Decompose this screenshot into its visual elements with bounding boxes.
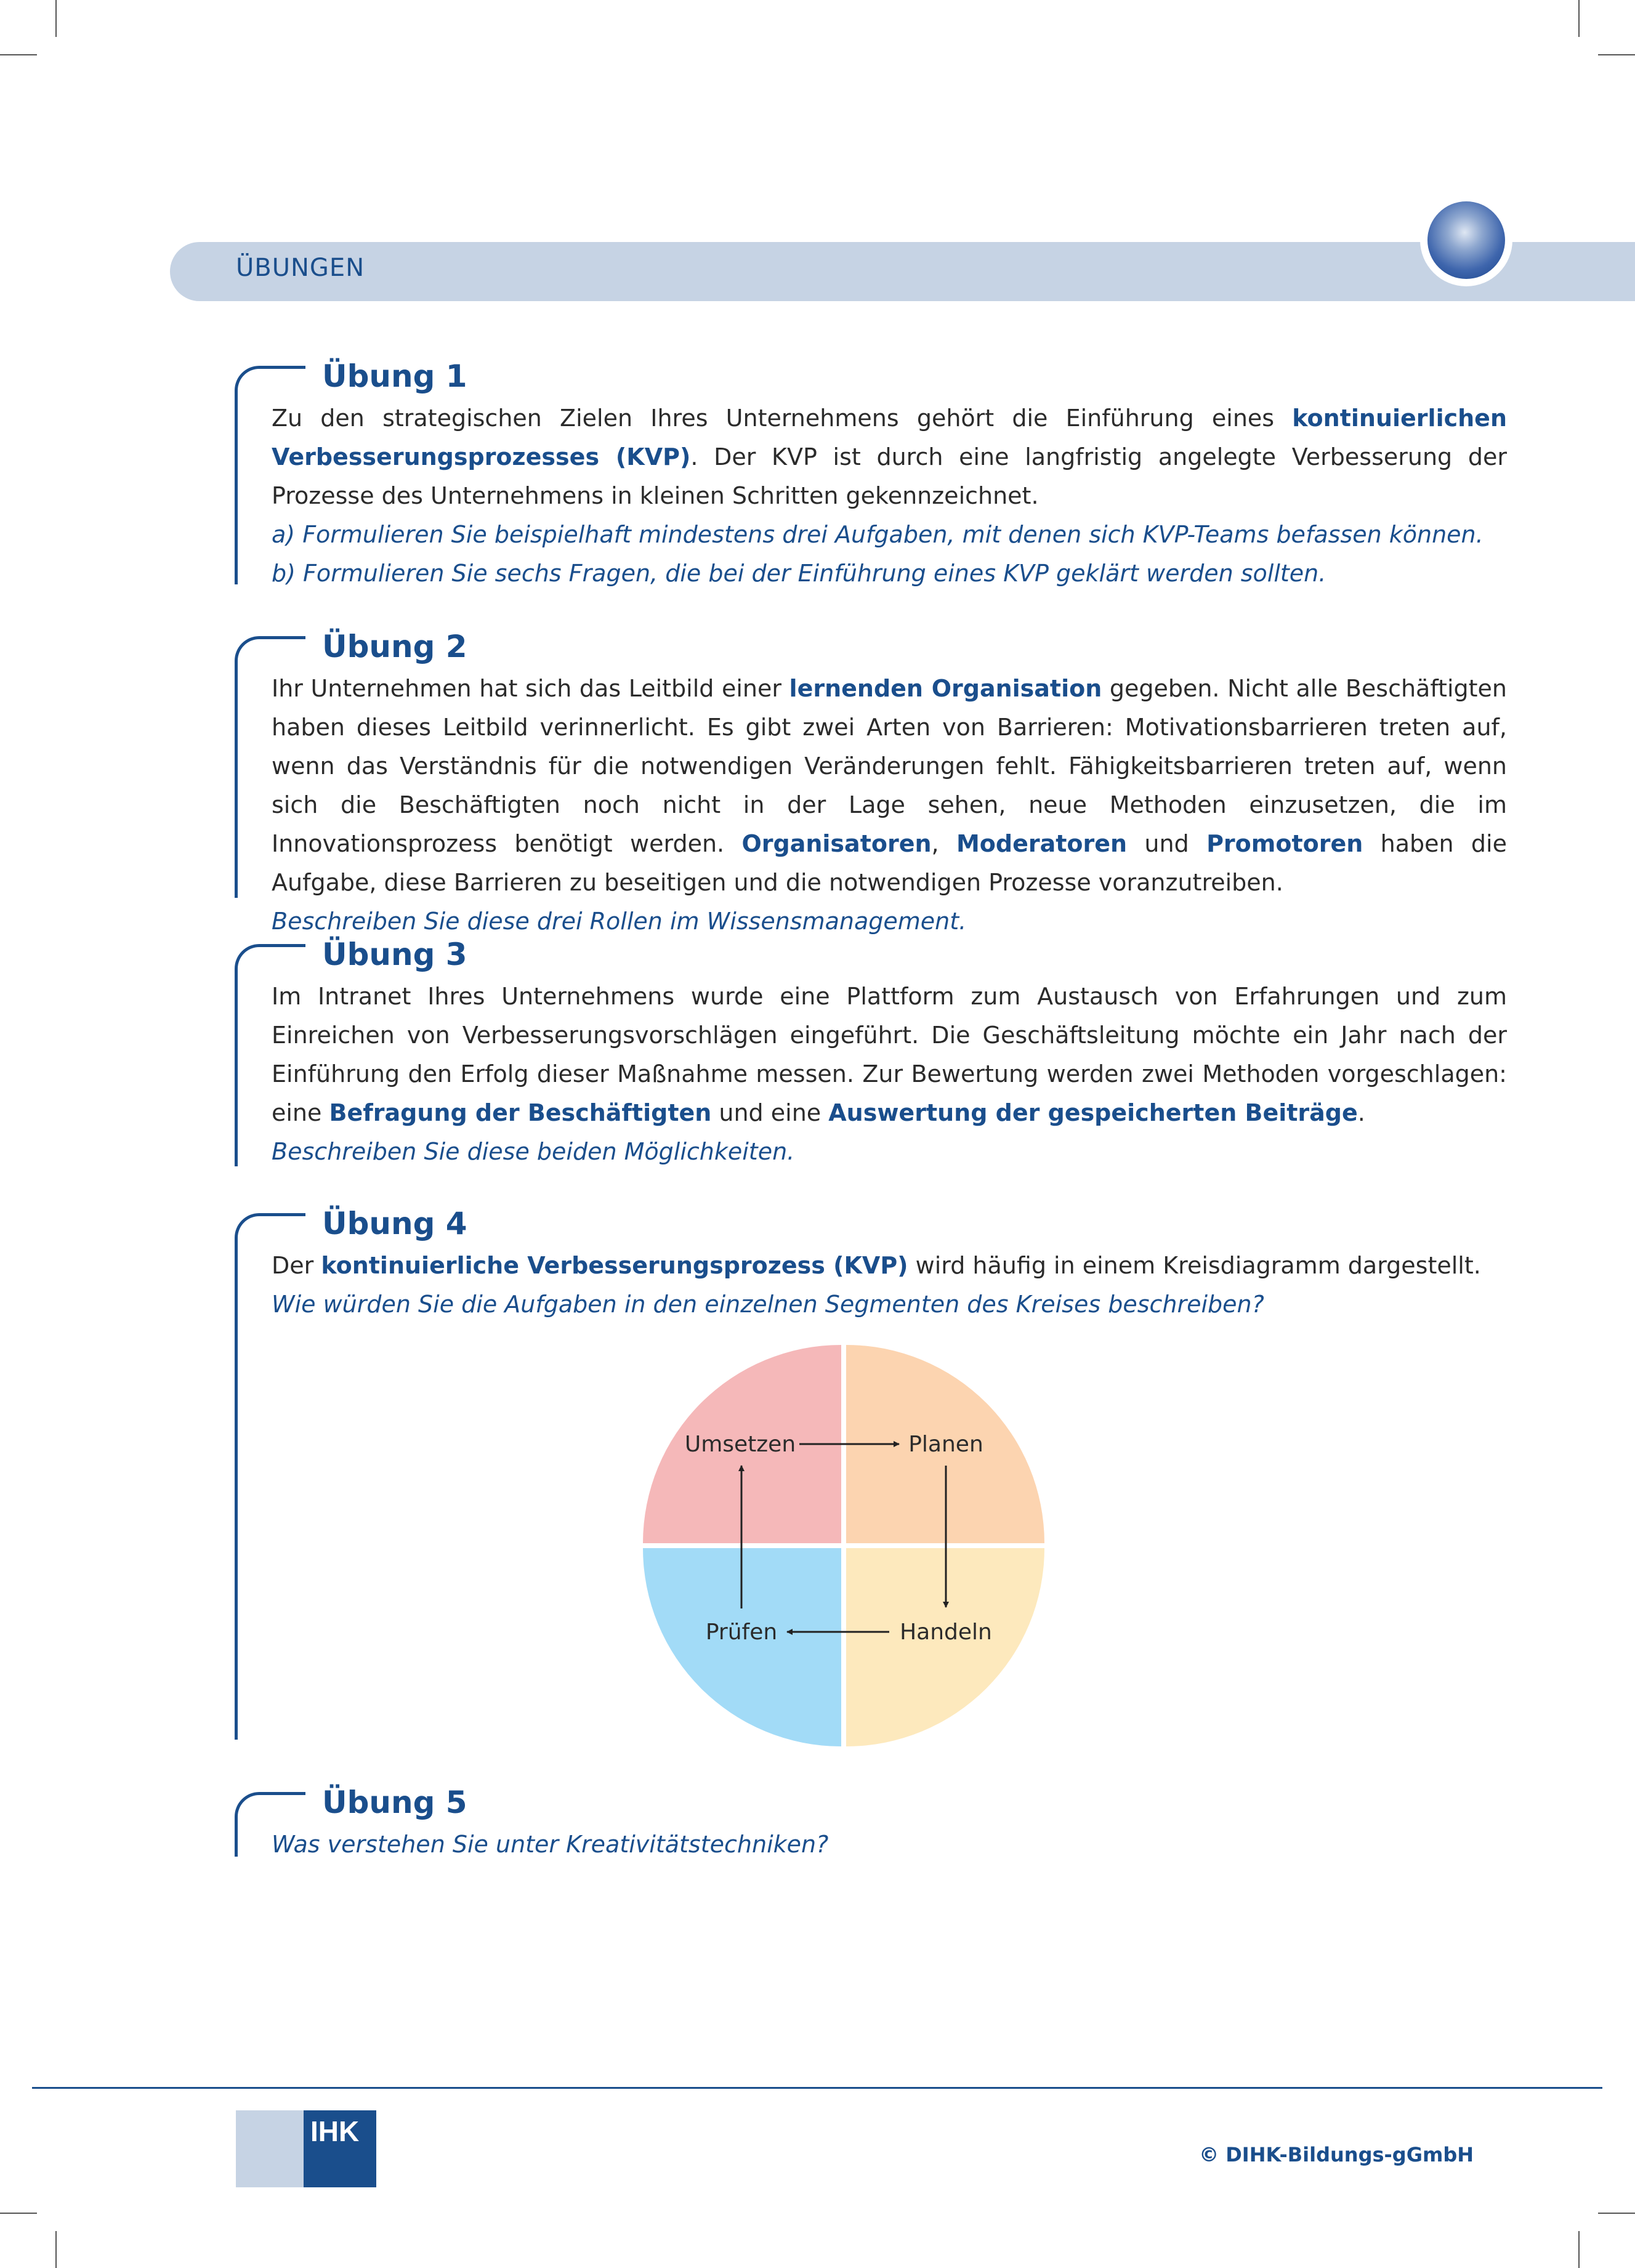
exercise-body (272, 1825, 1507, 1864)
exercise-text (272, 1246, 1507, 1285)
text-run: und (1127, 830, 1207, 857)
section-header-bar (170, 242, 1635, 301)
crop-mark (55, 2231, 57, 2268)
crop-mark (0, 54, 37, 55)
text-run: Der (272, 1252, 321, 1279)
exercise-task: Wie würden Sie die Aufgaben in den einzelnen Segmenten des Kreises beschreiben? (272, 1291, 1264, 1318)
exercise-text (272, 977, 1507, 1132)
exercise-title: Übung 4 (322, 1206, 467, 1241)
highlight-term: Organisatoren (741, 830, 932, 857)
crop-mark (0, 2213, 37, 2214)
highlight-term: Moderatoren (956, 830, 1128, 857)
crop-mark (1598, 54, 1635, 55)
exercise-title: Übung 2 (322, 629, 467, 664)
ihk-logo-text: IHK (310, 2115, 360, 2147)
label-handeln: Handeln (900, 1620, 992, 1645)
exercise-task: Beschreiben Sie diese drei Rollen im Wissensmanagement. (272, 908, 967, 935)
text-run: . Der KVP ist durch eine langfristig angelegte Verbesserung der Prozesse des Unternehmens in kleinen Schritten gekennzeichnet. (272, 443, 1507, 509)
text-run: Zu den strategischen Zielen Ihres Unternehmens gehört die Einführung eines (272, 405, 1293, 432)
highlight-term: Befragung der Beschäftigten (329, 1099, 712, 1126)
exercise-title: Übung 1 (322, 358, 467, 394)
exercise-task: Was verstehen Sie unter Kreativitätstechniken? (272, 1831, 829, 1858)
exercise-title: Übung 3 (322, 937, 467, 972)
crop-mark (55, 0, 57, 37)
highlight-term: kontinuierlichen Verbesserungsprozesses (KVP) (272, 405, 1507, 470)
exercise-task: Beschreiben Sie diese beiden Möglichkeiten. (272, 1138, 795, 1165)
text-run: . (1357, 1099, 1365, 1126)
section-title: ÜBUNGEN (236, 254, 365, 282)
footer-divider (32, 2087, 1602, 2089)
header-orb-icon (1427, 201, 1505, 279)
copyright-notice: © DIHK-Bildungs-gGmbH (1199, 2143, 1474, 2166)
exercise-2 (0, 629, 1635, 935)
exercise-text (272, 669, 1507, 902)
label-planen: Planen (908, 1432, 983, 1457)
exercise-text (272, 399, 1507, 515)
text-run: und eine (711, 1099, 829, 1126)
highlight-term: Auswertung der gespeicherten Beiträge (828, 1099, 1358, 1126)
text-run: Im Intranet Ihres Unternehmens wurde eine Plattform zum Austausch von Erfahrungen und zum Einreichen von Verbesserungsvorschlägen eingeführt. Die Geschäftsleitung möchte ein Jahr nach der Einführung den Erfolg dieser Maßnahme messen. Zur Bewertung werden zwei Methoden vorgeschlagen: eine (272, 983, 1507, 1126)
exercise-body (272, 977, 1507, 1171)
label-umsetzen: Umsetzen (684, 1432, 796, 1457)
crop-mark (1598, 2213, 1635, 2214)
text-run: , (931, 830, 956, 857)
highlight-term: Promotoren (1206, 830, 1363, 857)
text-run: haben die Aufgabe, diese Barrieren zu beseitigen und die notwendigen Prozesse voranzutreiben. (272, 830, 1507, 896)
crop-mark (1578, 2231, 1580, 2268)
text-run: Ihr Unternehmen hat sich das Leitbild einer (272, 675, 789, 702)
exercise-3 (0, 939, 1635, 1167)
highlight-term: lernenden Organisation (789, 675, 1102, 702)
exercise-1 (0, 358, 1635, 589)
crop-mark (1578, 0, 1580, 37)
exercise-task-a: a) Formulieren Sie beispielhaft mindestens drei Aufgaben, mit denen sich KVP-Teams befassen können. (272, 521, 1484, 548)
exercise-body (272, 1246, 1507, 1324)
text-run: wird häufig in einem Kreisdiagramm dargestellt. (908, 1252, 1481, 1279)
kvp-cycle-diagram (640, 1342, 1047, 1749)
exercise-task-b: b) Formulieren Sie sechs Fragen, die bei der Einführung eines KVP geklärt werden sollten. (272, 560, 1326, 587)
highlight-term: kontinuierliche Verbesserungsprozess (KVP) (321, 1252, 908, 1279)
exercise-body (272, 399, 1507, 593)
ihk-logo-panel (236, 2110, 304, 2187)
exercise-body (272, 669, 1507, 941)
text-run: gegeben. Nicht alle Beschäftigten haben dieses Leitbild verinnerlicht. Es gibt zwei Arten von Barrieren: Motivationsbarrieren treten auf, wenn das Verständnis für die notwendigen Veränderungen fehlt. Fähigkeitsbarrieren treten auf, wenn sich die Beschäftigten noch nicht in der Lage sehen, neue Methoden einzusetzen, die im Innovationsprozess benötigt werden. (272, 675, 1507, 857)
label-pruefen: Prüfen (705, 1620, 778, 1645)
exercise-title: Übung 5 (322, 1785, 467, 1820)
exercise-5 (0, 1787, 1635, 1861)
